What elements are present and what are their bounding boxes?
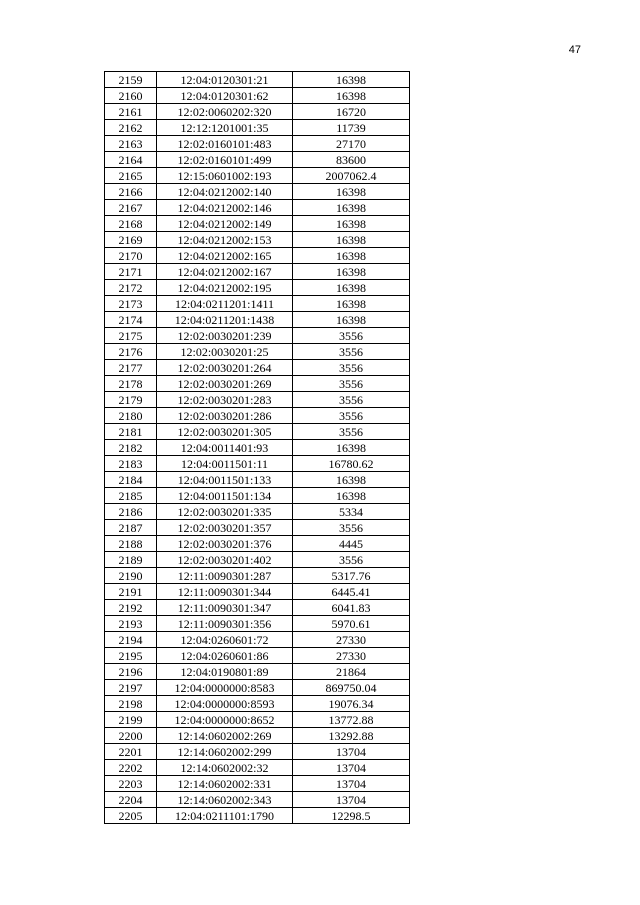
row-number-cell: 2160 bbox=[105, 88, 157, 104]
value-cell: 3556 bbox=[293, 376, 410, 392]
row-number-cell: 2193 bbox=[105, 616, 157, 632]
cadastral-number-cell: 12:14:0602002:299 bbox=[157, 744, 293, 760]
cadastral-number-cell: 12:04:0000000:8652 bbox=[157, 712, 293, 728]
value-cell: 4445 bbox=[293, 536, 410, 552]
cadastral-number-cell: 12:04:0011401:93 bbox=[157, 440, 293, 456]
table-row bbox=[105, 696, 410, 712]
value-cell: 869750.04 bbox=[293, 680, 410, 696]
row-number-cell: 2189 bbox=[105, 552, 157, 568]
cadastral-number-cell: 12:12:1201001:35 bbox=[157, 120, 293, 136]
row-number-cell: 2178 bbox=[105, 376, 157, 392]
cadastral-number-cell: 12:02:0030201:25 bbox=[157, 344, 293, 360]
value-cell: 3556 bbox=[293, 424, 410, 440]
table-row bbox=[105, 776, 410, 792]
value-cell: 13292.88 bbox=[293, 728, 410, 744]
cadastral-number-cell: 12:02:0030201:239 bbox=[157, 328, 293, 344]
table-row bbox=[105, 488, 410, 504]
table-row bbox=[105, 248, 410, 264]
cadastral-number-cell: 12:04:0011501:134 bbox=[157, 488, 293, 504]
table-body bbox=[105, 72, 410, 824]
table-row bbox=[105, 424, 410, 440]
table-row bbox=[105, 648, 410, 664]
value-cell: 13704 bbox=[293, 760, 410, 776]
table-row bbox=[105, 600, 410, 616]
cadastral-number-cell: 12:02:0060202:320 bbox=[157, 104, 293, 120]
table-row bbox=[105, 408, 410, 424]
row-number-cell: 2172 bbox=[105, 280, 157, 296]
row-number-cell: 2205 bbox=[105, 808, 157, 824]
value-cell: 16398 bbox=[293, 488, 410, 504]
cadastral-number-cell: 12:04:0212002:167 bbox=[157, 264, 293, 280]
table-row bbox=[105, 552, 410, 568]
value-cell: 13704 bbox=[293, 776, 410, 792]
value-cell: 16398 bbox=[293, 72, 410, 88]
value-cell: 27330 bbox=[293, 648, 410, 664]
row-number-cell: 2186 bbox=[105, 504, 157, 520]
row-number-cell: 2177 bbox=[105, 360, 157, 376]
row-number-cell: 2175 bbox=[105, 328, 157, 344]
value-cell: 3556 bbox=[293, 344, 410, 360]
cadastral-number-cell: 12:04:0211101:1790 bbox=[157, 808, 293, 824]
row-number-cell: 2200 bbox=[105, 728, 157, 744]
value-cell: 3556 bbox=[293, 328, 410, 344]
value-cell: 3556 bbox=[293, 408, 410, 424]
value-cell: 3556 bbox=[293, 520, 410, 536]
cadastral-number-cell: 12:02:0030201:376 bbox=[157, 536, 293, 552]
table-row bbox=[105, 376, 410, 392]
row-number-cell: 2191 bbox=[105, 584, 157, 600]
cadastral-number-cell: 12:02:0160101:483 bbox=[157, 136, 293, 152]
value-cell: 2007062.4 bbox=[293, 168, 410, 184]
cadastral-number-cell: 12:04:0260601:86 bbox=[157, 648, 293, 664]
value-cell: 3556 bbox=[293, 392, 410, 408]
table-row bbox=[105, 232, 410, 248]
cadastral-number-cell: 12:02:0030201:286 bbox=[157, 408, 293, 424]
table-row bbox=[105, 760, 410, 776]
table-row bbox=[105, 88, 410, 104]
table-row bbox=[105, 200, 410, 216]
table-row bbox=[105, 312, 410, 328]
cadastral-number-cell: 12:14:0602002:343 bbox=[157, 792, 293, 808]
row-number-cell: 2202 bbox=[105, 760, 157, 776]
value-cell: 16720 bbox=[293, 104, 410, 120]
table-row bbox=[105, 632, 410, 648]
row-number-cell: 2204 bbox=[105, 792, 157, 808]
cadastral-number-cell: 12:04:0000000:8593 bbox=[157, 696, 293, 712]
value-cell: 27330 bbox=[293, 632, 410, 648]
row-number-cell: 2167 bbox=[105, 200, 157, 216]
value-cell: 6041.83 bbox=[293, 600, 410, 616]
value-cell: 12298.5 bbox=[293, 808, 410, 824]
cadastral-number-cell: 12:04:0211201:1411 bbox=[157, 296, 293, 312]
row-number-cell: 2185 bbox=[105, 488, 157, 504]
cadastral-number-cell: 12:04:0000000:8583 bbox=[157, 680, 293, 696]
cadastral-number-cell: 12:11:0090301:347 bbox=[157, 600, 293, 616]
row-number-cell: 2194 bbox=[105, 632, 157, 648]
table-row bbox=[105, 296, 410, 312]
row-number-cell: 2174 bbox=[105, 312, 157, 328]
cadastral-number-cell: 12:02:0030201:283 bbox=[157, 392, 293, 408]
table-row bbox=[105, 664, 410, 680]
table-row bbox=[105, 136, 410, 152]
row-number-cell: 2190 bbox=[105, 568, 157, 584]
table-row bbox=[105, 584, 410, 600]
table-row bbox=[105, 808, 410, 824]
value-cell: 16398 bbox=[293, 232, 410, 248]
cadastral-number-cell: 12:04:0212002:149 bbox=[157, 216, 293, 232]
table-row bbox=[105, 120, 410, 136]
value-cell: 16398 bbox=[293, 296, 410, 312]
value-cell: 83600 bbox=[293, 152, 410, 168]
cadastral-number-cell: 12:04:0212002:195 bbox=[157, 280, 293, 296]
cadastral-number-cell: 12:04:0011501:11 bbox=[157, 456, 293, 472]
value-cell: 5317.76 bbox=[293, 568, 410, 584]
row-number-cell: 2182 bbox=[105, 440, 157, 456]
row-number-cell: 2171 bbox=[105, 264, 157, 280]
value-cell: 16398 bbox=[293, 184, 410, 200]
row-number-cell: 2188 bbox=[105, 536, 157, 552]
table-row bbox=[105, 728, 410, 744]
cadastral-number-cell: 12:14:0602002:269 bbox=[157, 728, 293, 744]
table-row bbox=[105, 328, 410, 344]
cadastral-number-cell: 12:02:0030201:305 bbox=[157, 424, 293, 440]
row-number-cell: 2163 bbox=[105, 136, 157, 152]
page-number: 47 bbox=[568, 44, 581, 56]
row-number-cell: 2176 bbox=[105, 344, 157, 360]
table-row bbox=[105, 616, 410, 632]
value-cell: 16398 bbox=[293, 216, 410, 232]
row-number-cell: 2183 bbox=[105, 456, 157, 472]
row-number-cell: 2164 bbox=[105, 152, 157, 168]
table-row bbox=[105, 392, 410, 408]
table-row bbox=[105, 216, 410, 232]
table-row bbox=[105, 280, 410, 296]
cadastral-number-cell: 12:04:0120301:21 bbox=[157, 72, 293, 88]
row-number-cell: 2162 bbox=[105, 120, 157, 136]
cadastral-number-cell: 12:11:0090301:344 bbox=[157, 584, 293, 600]
row-number-cell: 2181 bbox=[105, 424, 157, 440]
cadastral-number-cell: 12:14:0602002:32 bbox=[157, 760, 293, 776]
cadastral-number-cell: 12:15:0601002:193 bbox=[157, 168, 293, 184]
cadastral-number-cell: 12:02:0030201:402 bbox=[157, 552, 293, 568]
row-number-cell: 2161 bbox=[105, 104, 157, 120]
value-cell: 16780.62 bbox=[293, 456, 410, 472]
cadastral-number-cell: 12:11:0090301:356 bbox=[157, 616, 293, 632]
cadastral-number-cell: 12:02:0160101:499 bbox=[157, 152, 293, 168]
value-cell: 27170 bbox=[293, 136, 410, 152]
value-cell: 16398 bbox=[293, 440, 410, 456]
row-number-cell: 2159 bbox=[105, 72, 157, 88]
table-row bbox=[105, 440, 410, 456]
cadastral-number-cell: 12:02:0030201:264 bbox=[157, 360, 293, 376]
table-row bbox=[105, 104, 410, 120]
table-row bbox=[105, 456, 410, 472]
value-cell: 16398 bbox=[293, 312, 410, 328]
cadastral-number-cell: 12:04:0190801:89 bbox=[157, 664, 293, 680]
value-cell: 6445.41 bbox=[293, 584, 410, 600]
table-row bbox=[105, 360, 410, 376]
row-number-cell: 2187 bbox=[105, 520, 157, 536]
table-row bbox=[105, 504, 410, 520]
row-number-cell: 2173 bbox=[105, 296, 157, 312]
row-number-cell: 2168 bbox=[105, 216, 157, 232]
table-row bbox=[105, 792, 410, 808]
table-row bbox=[105, 264, 410, 280]
cadastral-number-cell: 12:04:0212002:153 bbox=[157, 232, 293, 248]
cadastral-number-cell: 12:02:0030201:335 bbox=[157, 504, 293, 520]
row-number-cell: 2170 bbox=[105, 248, 157, 264]
cadastral-number-cell: 12:04:0211201:1438 bbox=[157, 312, 293, 328]
cadastral-number-cell: 12:14:0602002:331 bbox=[157, 776, 293, 792]
table-row bbox=[105, 680, 410, 696]
table-row bbox=[105, 744, 410, 760]
value-cell: 21864 bbox=[293, 664, 410, 680]
cadastral-number-cell: 12:04:0212002:165 bbox=[157, 248, 293, 264]
cadastral-number-cell: 12:04:0011501:133 bbox=[157, 472, 293, 488]
value-cell: 16398 bbox=[293, 200, 410, 216]
cadastral-number-cell: 12:04:0212002:140 bbox=[157, 184, 293, 200]
cadastral-number-cell: 12:04:0120301:62 bbox=[157, 88, 293, 104]
value-cell: 3556 bbox=[293, 552, 410, 568]
row-number-cell: 2199 bbox=[105, 712, 157, 728]
value-cell: 19076.34 bbox=[293, 696, 410, 712]
row-number-cell: 2165 bbox=[105, 168, 157, 184]
table-row bbox=[105, 472, 410, 488]
row-number-cell: 2184 bbox=[105, 472, 157, 488]
table-row bbox=[105, 344, 410, 360]
table-row bbox=[105, 712, 410, 728]
table-row bbox=[105, 536, 410, 552]
value-cell: 11739 bbox=[293, 120, 410, 136]
value-cell: 5970.61 bbox=[293, 616, 410, 632]
table-row bbox=[105, 168, 410, 184]
table-row bbox=[105, 520, 410, 536]
value-cell: 5334 bbox=[293, 504, 410, 520]
value-cell: 13704 bbox=[293, 744, 410, 760]
row-number-cell: 2179 bbox=[105, 392, 157, 408]
value-cell: 13772.88 bbox=[293, 712, 410, 728]
table-row bbox=[105, 184, 410, 200]
table-row bbox=[105, 72, 410, 88]
table-row bbox=[105, 152, 410, 168]
value-cell: 16398 bbox=[293, 472, 410, 488]
row-number-cell: 2196 bbox=[105, 664, 157, 680]
value-cell: 16398 bbox=[293, 264, 410, 280]
row-number-cell: 2192 bbox=[105, 600, 157, 616]
cadastral-number-cell: 12:02:0030201:269 bbox=[157, 376, 293, 392]
row-number-cell: 2203 bbox=[105, 776, 157, 792]
value-cell: 16398 bbox=[293, 88, 410, 104]
table-row bbox=[105, 568, 410, 584]
row-number-cell: 2197 bbox=[105, 680, 157, 696]
cadastral-number-cell: 12:04:0212002:146 bbox=[157, 200, 293, 216]
row-number-cell: 2198 bbox=[105, 696, 157, 712]
value-cell: 16398 bbox=[293, 280, 410, 296]
cadastral-number-cell: 12:04:0260601:72 bbox=[157, 632, 293, 648]
row-number-cell: 2180 bbox=[105, 408, 157, 424]
value-cell: 3556 bbox=[293, 360, 410, 376]
value-cell: 13704 bbox=[293, 792, 410, 808]
row-number-cell: 2169 bbox=[105, 232, 157, 248]
value-cell: 16398 bbox=[293, 248, 410, 264]
data-table bbox=[104, 71, 410, 824]
row-number-cell: 2201 bbox=[105, 744, 157, 760]
row-number-cell: 2195 bbox=[105, 648, 157, 664]
cadastral-number-cell: 12:02:0030201:357 bbox=[157, 520, 293, 536]
cadastral-number-cell: 12:11:0090301:287 bbox=[157, 568, 293, 584]
row-number-cell: 2166 bbox=[105, 184, 157, 200]
